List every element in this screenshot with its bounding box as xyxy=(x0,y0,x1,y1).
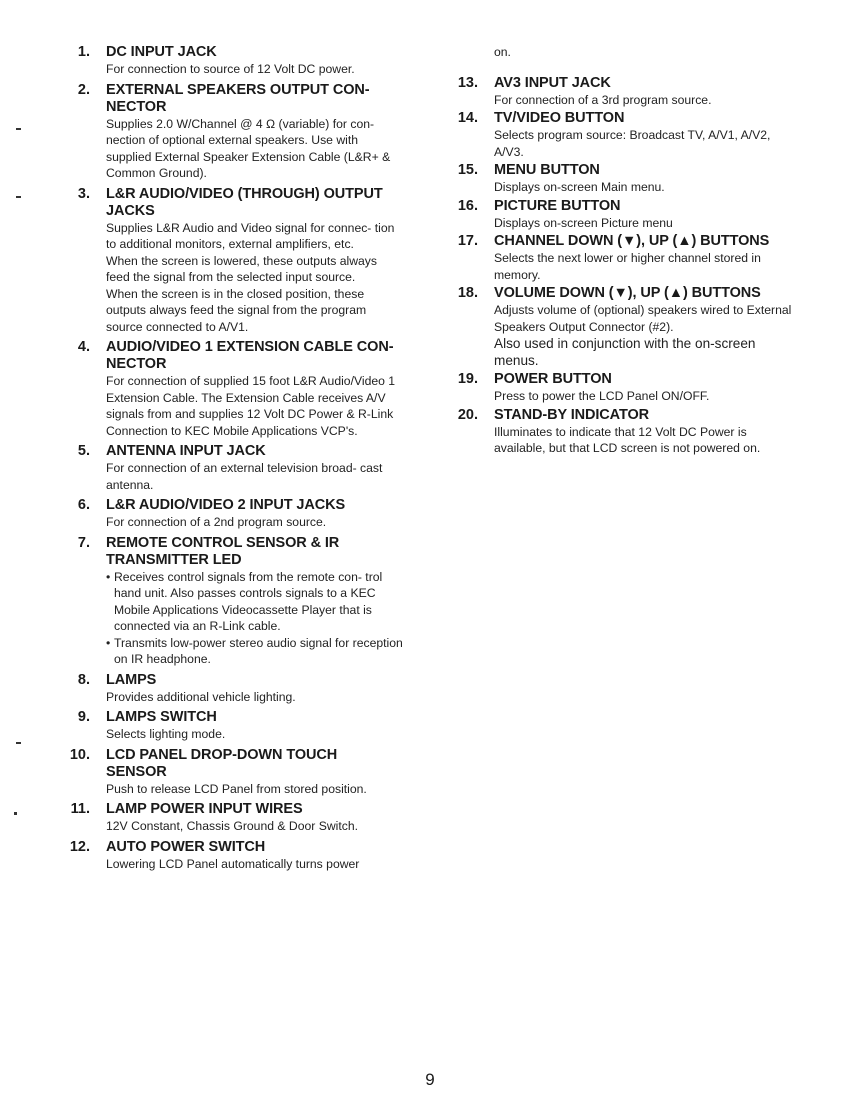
item-description: Illuminates to indicate that 12 Volt DC Power is available, but that LCD screen is not powered on. xyxy=(494,424,761,455)
item-title: MENU BUTTON xyxy=(494,162,600,178)
item-description: For connection of a 2nd program source. xyxy=(106,515,327,529)
item-title: LAMPS SWITCH xyxy=(106,709,217,725)
item-description: For connection of an external television broad- cast antenna. xyxy=(106,461,383,492)
item-title: REMOTE CONTROL SENSOR & IR TRANSMITTER LED xyxy=(106,534,340,568)
item-description: Provides additional vehicle lighting. xyxy=(106,689,296,704)
list-item xyxy=(64,44,404,78)
item-description: For connection of a 3rd program source. xyxy=(494,92,712,107)
item-number: 16. xyxy=(457,197,478,214)
list-item xyxy=(452,285,792,369)
item-title: STAND-BY INDICATOR xyxy=(494,406,650,423)
item-description: Press to power the LCD Panel ON/OFF. xyxy=(494,389,710,403)
list-item xyxy=(64,747,404,798)
item-number: 8. xyxy=(77,671,90,688)
item-description: Displays on-screen Picture menu xyxy=(494,215,673,230)
item-number: 18. xyxy=(457,285,478,301)
item-title: VOLUME DOWN (▼), UP (▲) BUTTONS xyxy=(494,285,761,301)
item-number: 7. xyxy=(77,534,90,551)
margin-mark xyxy=(16,742,21,744)
item-title: EXTERNAL SPEAKERS OUTPUT CON- NECTOR xyxy=(106,81,370,115)
item-title: ANTENNA INPUT JACK xyxy=(106,443,266,459)
item-number: 4. xyxy=(77,339,90,355)
item-number: 1. xyxy=(77,44,90,60)
item-number: 20. xyxy=(457,406,478,423)
item-title: LCD PANEL DROP-DOWN TOUCH SENSOR xyxy=(106,746,338,780)
item-title: AUTO POWER SWITCH xyxy=(106,838,266,855)
item-description: Selects lighting mode. xyxy=(106,727,226,741)
item-title: LAMP POWER INPUT WIRES xyxy=(106,801,303,817)
item-description: For connection to source of 12 Volt DC power. xyxy=(106,62,355,76)
list-item xyxy=(64,186,404,336)
item-description: Supplies L&R Audio and Video signal for connec- tion to additional monitors, external amplifiers, etc. xyxy=(106,220,395,251)
item-description: For connection of supplied 15 foot L&R Audio/Video 1 Extension Cable. The Extension Cable receives A/V signals from and supplies 12 Volt DC Power & R-Link Connection to KEC Mobile Applications VCP's. xyxy=(106,374,396,438)
item-title: L&R AUDIO/VIDEO 2 INPUT JACKS xyxy=(106,497,346,513)
item-number: 11. xyxy=(70,801,90,817)
item-title: L&R AUDIO/VIDEO (THROUGH) OUTPUT JACKS xyxy=(106,185,383,219)
margin-mark xyxy=(16,128,21,130)
item-description: Selects program source: Broadcast TV, A/V1, A/V2, A/V3. xyxy=(494,128,771,159)
margin-mark xyxy=(14,812,17,815)
left-column xyxy=(64,44,404,876)
item-description: Adjusts volume of (optional) speakers wired to External Speakers Output Connector (#2). xyxy=(494,303,792,334)
item-number: 15. xyxy=(457,162,478,178)
list-item xyxy=(64,709,404,743)
item-title: LAMPS xyxy=(106,671,157,688)
item-description: Push to release LCD Panel from stored position. xyxy=(106,781,367,796)
list-item xyxy=(452,198,792,232)
list-item xyxy=(64,497,404,531)
item-title: AV3 INPUT JACK xyxy=(494,74,611,91)
item-number: 19. xyxy=(457,371,478,387)
item-12-continuation: on. xyxy=(494,45,511,59)
item-description: Lowering LCD Panel automatically turns power xyxy=(106,856,360,871)
item-title: AUDIO/VIDEO 1 EXTENSION CABLE CON- NECTOR xyxy=(106,339,394,372)
list-item xyxy=(64,535,404,668)
item-title: PICTURE BUTTON xyxy=(494,197,621,214)
item-title: TV/VIDEO BUTTON xyxy=(494,110,625,126)
list-item xyxy=(64,443,404,493)
right-column xyxy=(452,44,792,459)
bullet-list xyxy=(106,569,404,668)
item-description: Also used in conjunction with the on-screen menus. xyxy=(494,336,756,368)
list-item xyxy=(64,339,404,439)
item-number: 9. xyxy=(77,709,90,725)
list-item xyxy=(64,672,404,706)
item-number: 6. xyxy=(77,497,90,513)
item-number: 14. xyxy=(457,110,478,126)
item-title: DC INPUT JACK xyxy=(106,44,217,60)
item-description: 12V Constant, Chassis Ground & Door Switch. xyxy=(106,819,358,833)
item-description: Supplies 2.0 W/Channel @ 4 Ω (variable) for con- nection of optional external speakers. Use with supplied External Speaker Extension Cable (L&R+ & Common Ground). xyxy=(106,116,391,180)
list-item xyxy=(452,110,792,160)
list-item xyxy=(452,407,792,457)
item-description: Selects the next lower or higher channel stored in memory. xyxy=(494,251,761,282)
item-description: Displays on-screen Main menu. xyxy=(494,180,665,194)
item-description: When the screen is in the closed position, these outputs always feed the signal from the program source connected to A/V1. xyxy=(106,286,367,334)
bullet-item: • Receives control signals from the remote con- trol hand unit. Also passes controls signals to a KEC Mobile Applications Videocassette Player that is connected via an R-Link cable. xyxy=(106,569,404,635)
list-item xyxy=(64,839,404,873)
page-number: 9 xyxy=(425,1070,435,1089)
list-item xyxy=(452,371,792,405)
item-description: When the screen is lowered, these outputs always feed the signal from the selected input source. xyxy=(106,253,377,284)
item-number: 5. xyxy=(77,443,90,459)
item-title: CHANNEL DOWN (▼), UP (▲) BUTTONS xyxy=(494,233,770,249)
item-number: 10. xyxy=(69,746,90,763)
item-number: 12. xyxy=(69,838,90,855)
list-item xyxy=(452,162,792,196)
bullet-item: • Transmits low-power stereo audio signal for reception on IR headphone. xyxy=(106,635,404,668)
item-number: 13. xyxy=(457,74,478,91)
item-number: 2. xyxy=(77,81,90,98)
list-item xyxy=(452,75,792,109)
list-item xyxy=(452,233,792,283)
item-number: 3. xyxy=(77,185,90,202)
list-item xyxy=(64,801,404,835)
list-item xyxy=(64,82,404,182)
item-title: POWER BUTTON xyxy=(494,371,612,387)
margin-mark xyxy=(16,196,21,198)
item-number: 17. xyxy=(457,233,478,249)
